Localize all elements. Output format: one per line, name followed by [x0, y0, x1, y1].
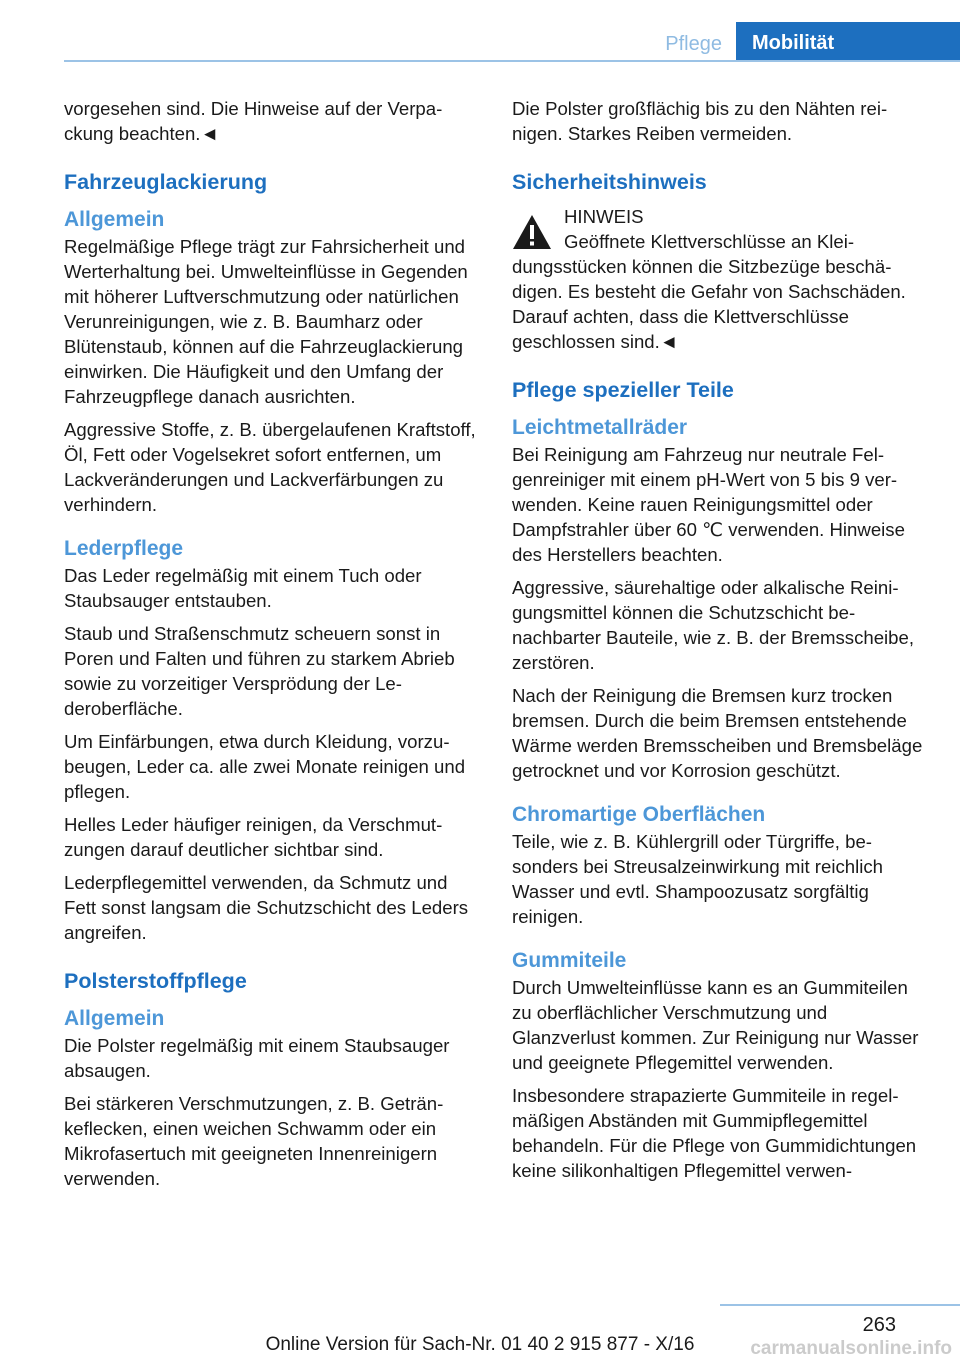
header-rule — [64, 60, 960, 62]
page-number: 263 — [862, 1314, 896, 1336]
left-column — [64, 96, 482, 1199]
warning-title: HINWEIS — [564, 206, 644, 227]
paragraph: Bei stärkeren Verschmutzungen, z. B. Getränkeflecken, einen weichen Schwamm oder ein Mikrofasertuch mit geeigneten Innenreinigern verwenden. — [64, 1093, 444, 1189]
heading-allgemein-polster: Allgemein — [64, 1007, 165, 1030]
paragraph: Das Leder regelmäßig mit einem Tuch oder Staubsauger entstauben. — [64, 565, 422, 611]
tab-pflege[interactable]: Pflege — [665, 33, 722, 55]
heading-sicherheitshinweis: Sicherheitshinweis — [512, 170, 707, 194]
watermark: carmanualsonline.info — [750, 1338, 952, 1359]
heading-fahrzeuglackierung: Fahrzeuglackierung — [64, 170, 268, 194]
paragraph: Lederpflegemittel verwenden, da Schmutz und Fett sonst langsam die Schutzschicht des Leders angreifen. — [64, 872, 469, 943]
warning-triangle-icon — [512, 214, 552, 250]
paragraph: Durch Umwelteinflüsse kann es an Gummiteilen zu oberflächlicher Verschmutzung und Glanzverlust kommen. Zur Reinigung nur Wasser und geeignete Pflegemittel verwenden. — [512, 977, 919, 1073]
tab-mobilitaet[interactable]: Mobilität — [736, 22, 960, 62]
heading-polsterstoffpflege: Polsterstoffpflege — [64, 969, 247, 993]
warning-text: Geöffnete Klettverschlüsse an Kleidungsstücken können die Sitzbezüge beschädigen. Es besteht die Gefahr von Sachschäden. Darauf achten, dass die Klettverschlüsse geschlossen sind.◄ — [512, 231, 906, 352]
heading-allgemein-lack: Allgemein — [64, 208, 165, 231]
paragraph: Insbesondere strapazierte Gummiteile in regelmäßigen Abständen mit Gummipflegemittel behandeln. Für die Pflege von Gummidichtungen keine silikonhaltigen Pflegemittel verwen- — [512, 1085, 917, 1181]
paragraph: Die Polster regelmäßig mit einem Staubsauger absaugen. — [64, 1035, 450, 1081]
heading-lederpflege: Lederpflege — [64, 537, 184, 560]
paragraph: Nach der Reinigung die Bremsen kurz trocken bremsen. Durch die beim Bremsen entstehende Wärme werden Bremsscheiben und Bremsbeläge getrocknet und vor Korrosion geschützt. — [512, 685, 923, 781]
paragraph: Um Einfärbungen, etwa durch Kleidung, vorzubeugen, Leder ca. alle zwei Monate reinigen und pflegen. — [64, 731, 466, 802]
intro-text: vorgesehen sind. Die Hinweise auf der Verpackung beachten.◄ — [64, 98, 443, 144]
paragraph: Aggressive Stoffe, z. B. übergelaufenen Kraftstoff, Öl, Fett oder Vogelsekret sofort entfernen, um Lackveränderungen und Lackverfärbungen zu verhindern. — [64, 419, 476, 515]
online-version-text: Online Version für Sach-Nr. 01 40 2 915 877 - X/16 — [265, 1334, 695, 1355]
footer-rule — [720, 1304, 960, 1306]
heading-leichtmetallraeder: Leichtmetallräder — [512, 416, 688, 439]
paragraph: Bei Reinigung am Fahrzeug nur neutrale Felgenreiniger mit einem pH-Wert von 5 bis 9 verwenden. Keine rauen Reinigungsmittel oder Dampfstrahler über 60 ℃ verwenden. Hinweise des Herstellers beachten. — [512, 444, 905, 565]
paragraph: Teile, wie z. B. Kühlergrill oder Türgriffe, besonders bei Streusalzeinwirkung mit reichlich Wasser und evtl. Shampoozusatz sorgfältig reinigen. — [512, 831, 884, 927]
paragraph: Staub und Straßenschmutz scheuern sonst in Poren und Falten und führen zu starkem Abrieb sowie zu vorzeitiger Versprödung der Lederoberfläche. — [64, 623, 455, 719]
paragraph: Aggressive, säurehaltige oder alkalische Reinigungsmittel können die Schutzschicht benachbarter Bauteile, wie z. B. der Bremsscheibe, zerstören. — [512, 577, 915, 673]
right-column — [512, 96, 930, 1191]
warning-box — [512, 204, 930, 229]
paragraph: Regelmäßige Pflege trägt zur Fahrsicherheit und Werterhaltung bei. Umwelteinflüsse in Gegenden mit höherer Luftverschmutzung oder natürlichen Verunreinigungen, wie z. B. Baumharz oder Blütenstaub, können auf die Fahrzeuglackierung einwirken. Die Häufigkeit und den Umfang der Fahrzeugpflege danach ausrichten. — [64, 236, 468, 407]
heading-pflege-spezieller-teile: Pflege spezieller Teile — [512, 378, 734, 402]
paragraph: Die Polster großflächig bis zu den Nähten reinigen. Starkes Reiben vermeiden. — [512, 98, 888, 144]
heading-chromartige-oberflaechen: Chromartige Oberflächen — [512, 803, 766, 826]
paragraph: Helles Leder häufiger reinigen, da Verschmutzungen darauf deutlicher sichtbar sind. — [64, 814, 443, 860]
heading-gummiteile: Gummiteile — [512, 949, 627, 972]
